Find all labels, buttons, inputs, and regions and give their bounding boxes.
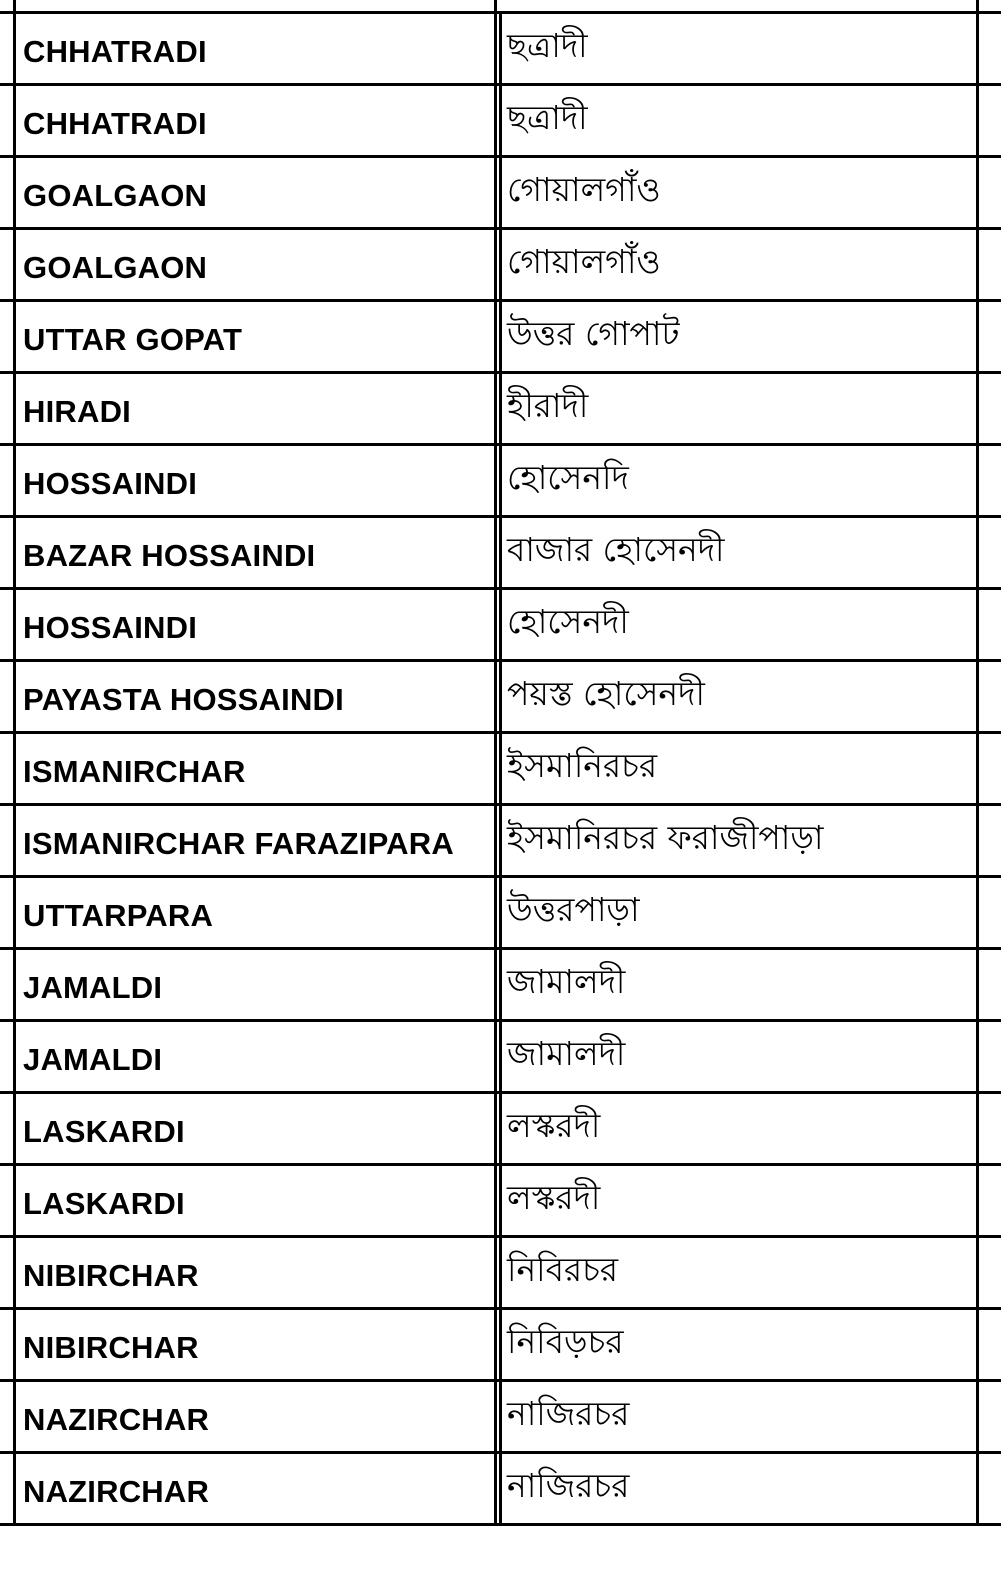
row-line-right-extension [978,11,1001,14]
row-line-left-extension [0,1523,14,1526]
row-line-left-extension [0,227,14,230]
row-line-right-extension [978,371,1001,374]
bengali-name-cell: নিবিড়চর [501,1309,978,1381]
english-name-cell: NAZIRCHAR [15,1453,501,1525]
row-line-left-extension [0,299,14,302]
bengali-name-cell: গোয়ালগাঁও [501,157,978,229]
english-name-cell: GOALGAON [15,157,501,229]
row-line-right-extension [978,659,1001,662]
bengali-name-cell: পয়স্ত হোসেনদী [501,661,978,733]
bengali-name-cell: নিবিরচর [501,1237,978,1309]
bengali-name-cell: ইসমানিরচর ফরাজীপাড়া [501,805,978,877]
english-name-cell: JAMALDI [15,1021,501,1093]
row-line-left-extension [0,1019,14,1022]
table-row [15,517,978,589]
table-row [15,949,978,1021]
row-line-right-extension [978,227,1001,230]
english-name-cell: UTTARPARA [15,877,501,949]
english-name-cell: NIBIRCHAR [15,1309,501,1381]
row-line-left-extension [0,1235,14,1238]
bengali-name-cell: জামালদী [501,1021,978,1093]
row-line-right-extension [978,731,1001,734]
row-line-left-extension [0,875,14,878]
row-line-right-extension [978,1379,1001,1382]
row-line-left-extension [0,1379,14,1382]
row-line-right-extension [978,587,1001,590]
row-line-left-extension [0,659,14,662]
row-line-right-extension [978,155,1001,158]
english-name-cell: LASKARDI [15,1165,501,1237]
table-row [15,733,978,805]
bengali-name-cell: হোসেনদি [501,445,978,517]
bengali-name-cell: উত্তরপাড়া [501,877,978,949]
bengali-name-cell: জামালদী [501,949,978,1021]
row-line-left-extension [0,587,14,590]
row-line-right-extension [978,515,1001,518]
table-row [15,1381,978,1453]
row-line-right-extension [978,947,1001,950]
english-name-cell: NAZIRCHAR [15,1381,501,1453]
table-row [15,1309,978,1381]
bengali-name-cell: ছত্রাদী [501,85,978,157]
bengali-name-cell: লস্করদী [501,1093,978,1165]
english-name-cell: JAMALDI [15,949,501,1021]
row-line-left-extension [0,515,14,518]
table-body [15,13,978,1525]
row-line-right-extension [978,1163,1001,1166]
row-line-left-extension [0,1451,14,1454]
bengali-name-cell: হোসেনদী [501,589,978,661]
bengali-name-cell: বাজার হোসেনদী [501,517,978,589]
table-row [15,1021,978,1093]
table-row [15,1453,978,1525]
english-name-cell: GOALGAON [15,229,501,301]
table-row [15,805,978,877]
bengali-name-cell: ইসমানিরচর [501,733,978,805]
table-row [15,1237,978,1309]
row-line-left-extension [0,1163,14,1166]
english-name-cell: HOSSAINDI [15,445,501,517]
row-line-left-extension [0,731,14,734]
row-line-left-extension [0,803,14,806]
bengali-name-cell: নাজিরচর [501,1381,978,1453]
row-line-right-extension [978,443,1001,446]
row-line-left-extension [0,1091,14,1094]
bengali-name-cell: লস্করদী [501,1165,978,1237]
row-line-right-extension [978,299,1001,302]
english-name-cell: CHHATRADI [15,85,501,157]
row-line-right-extension [978,803,1001,806]
english-name-cell: NIBIRCHAR [15,1237,501,1309]
bengali-name-cell: নাজিরচর [501,1453,978,1525]
table-row [15,877,978,949]
table-row [15,373,978,445]
bengali-name-cell: উত্তর গোপাট [501,301,978,373]
english-name-cell: HOSSAINDI [15,589,501,661]
table-row [15,85,978,157]
row-line-left-extension [0,83,14,86]
row-line-right-extension [978,1235,1001,1238]
table-row [15,445,978,517]
row-line-left-extension [0,371,14,374]
row-line-left-extension [0,155,14,158]
english-name-cell: ISMANIRCHAR [15,733,501,805]
english-name-cell: BAZAR HOSSAINDI [15,517,501,589]
english-name-cell: CHHATRADI [15,13,501,85]
row-line-right-extension [978,1307,1001,1310]
english-name-cell: HIRADI [15,373,501,445]
row-line-left-extension [0,947,14,950]
english-name-cell: UTTAR GOPAT [15,301,501,373]
row-line-right-extension [978,1451,1001,1454]
english-name-cell: LASKARDI [15,1093,501,1165]
village-name-table [13,11,979,1526]
row-line-left-extension [0,1307,14,1310]
table-row [15,1093,978,1165]
english-name-cell: ISMANIRCHAR FARAZIPARA [15,805,501,877]
row-line-right-extension [978,1019,1001,1022]
table-row [15,661,978,733]
row-line-right-extension [978,1091,1001,1094]
english-name-cell: PAYASTA HOSSAINDI [15,661,501,733]
table-row [15,229,978,301]
row-line-right-extension [978,875,1001,878]
table-row [15,1165,978,1237]
row-line-right-extension [978,83,1001,86]
bengali-name-cell: ছত্রাদী [501,13,978,85]
bengali-name-cell: গোয়ালগাঁও [501,229,978,301]
row-line-left-extension [0,443,14,446]
row-line-left-extension [0,11,14,14]
table-row [15,589,978,661]
row-line-right-extension [978,1523,1001,1526]
table-row [15,301,978,373]
table-row [15,13,978,85]
table-row [15,157,978,229]
bengali-name-cell: হীরাদী [501,373,978,445]
